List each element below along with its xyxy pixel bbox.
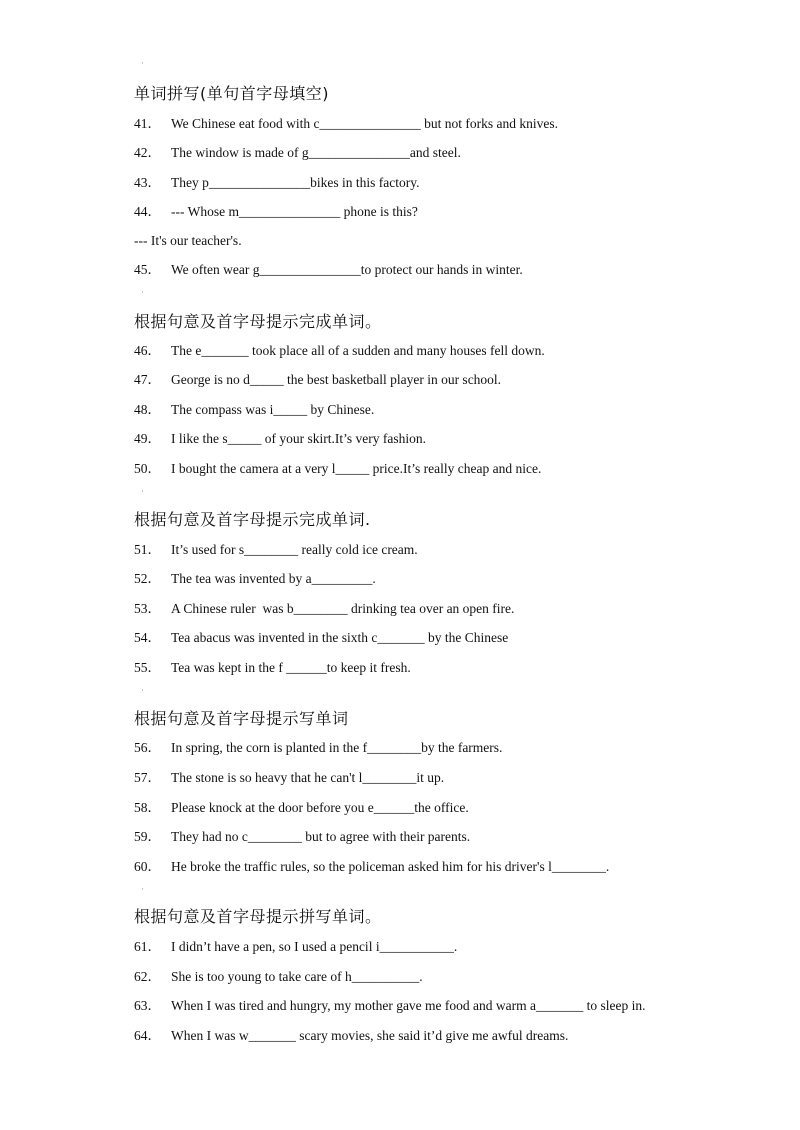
question-60 [134,858,609,876]
question-45 [134,261,523,279]
question-text: Tea abacus was invented in the sixth c_______ by the Chinese [171,630,509,645]
question-text: Tea was kept in the f ______to keep it fresh. [171,660,411,675]
question-number: 53． [134,601,161,616]
question-text: George is no d_____ the best basketball player in our school. [171,372,502,387]
question-text: The window is made of g_______________and steel. [171,145,461,160]
question-text: I didn’t have a pen, so I used a pencil i___________. [171,939,458,954]
question-number: 64． [134,1028,161,1043]
question-number: 47． [134,372,161,387]
question-41 [134,115,558,133]
question-59 [134,828,470,846]
section-title: 根据句意及首字母提示完成单词。 [134,312,382,331]
question-number: 46． [134,343,161,358]
question-number: 42． [134,145,161,160]
question-text: The tea was invented by a_________. [171,571,376,586]
question-46 [134,342,545,360]
question-number: 63． [134,998,161,1013]
question-50 [134,460,541,478]
question-text: The stone is so heavy that he can't l________it up. [171,770,445,785]
section-title: 根据句意及首字母提示完成单词. [134,510,371,529]
question-text: The e_______ took place all of a sudden and many houses fell down. [171,343,545,358]
paragraph-mark: · [141,58,144,68]
question-number: 48． [134,402,161,417]
question-43 [134,174,419,192]
question-text: In spring, the corn is planted in the f________by the farmers. [171,740,503,755]
question-text: Please knock at the door before you e______the office. [171,800,469,815]
section-title: 根据句意及首字母提示写单词 [134,709,349,728]
question-text: They had no c________ but to agree with their parents. [171,829,471,844]
question-49 [134,430,426,448]
question-number: 41． [134,116,161,131]
question-text: We Chinese eat food with c_______________ but not forks and knives. [171,116,558,131]
question-text: A Chinese ruler was b________ drinking tea over an open fire. [171,601,515,616]
question-number: 62． [134,969,161,984]
question-number: 57． [134,770,161,785]
question-number: 55． [134,660,161,675]
question-64 [134,1027,568,1045]
question-44 [134,203,418,221]
question-number: 50． [134,461,161,476]
question-text: The compass was i_____ by Chinese. [171,402,375,417]
question-44-answer-line [134,232,242,250]
question-58 [134,799,469,817]
question-57 [134,769,444,787]
question-47 [134,371,501,389]
question-text: She is too young to take care of h__________. [171,969,423,984]
question-63 [134,997,646,1015]
question-52 [134,570,376,588]
question-text: When I was w_______ scary movies, she said it’d give me awful dreams. [171,1028,569,1043]
question-53 [134,600,514,618]
question-number: 54． [134,630,161,645]
question-number: 61． [134,939,161,954]
paragraph-mark: · [141,486,144,496]
question-48 [134,401,374,419]
question-number: 59． [134,829,161,844]
question-number: 56． [134,740,161,755]
question-56 [134,739,502,757]
question-number: 43． [134,175,161,190]
question-text: I like the s_____ of your skirt.It’s very fashion. [171,431,426,446]
question-number: 45． [134,262,161,277]
question-text: --- Whose m_______________ phone is this? [171,204,418,219]
question-number: 51． [134,542,161,557]
section-title: 根据句意及首字母提示拼写单词。 [134,907,382,926]
paragraph-mark: · [141,685,144,695]
question-62 [134,968,423,986]
question-number: 60． [134,859,161,874]
question-text: It’s used for s________ really cold ice cream. [171,542,418,557]
question-number: 49． [134,431,161,446]
question-54 [134,629,508,647]
question-number: 58． [134,800,161,815]
question-text: --- It's our teacher's. [134,233,242,248]
question-51 [134,541,418,559]
question-text: I bought the camera at a very l_____ price.It’s really cheap and nice. [171,461,542,476]
question-42 [134,144,461,162]
paragraph-mark: · [141,884,144,894]
question-text: We often wear g_______________to protect our hands in winter. [171,262,523,277]
question-text: He broke the traffic rules, so the policeman asked him for his driver's l________. [171,859,610,874]
question-61 [134,938,457,956]
question-text: When I was tired and hungry, my mother gave me food and warm a_______ to sleep in. [171,998,646,1013]
question-55 [134,659,411,677]
section-title: 单词拼写(单句首字母填空) [134,84,329,103]
question-number: 44． [134,204,161,219]
question-text: They p_______________bikes in this factory. [171,175,420,190]
question-number: 52． [134,571,161,586]
paragraph-mark: · [141,287,144,297]
